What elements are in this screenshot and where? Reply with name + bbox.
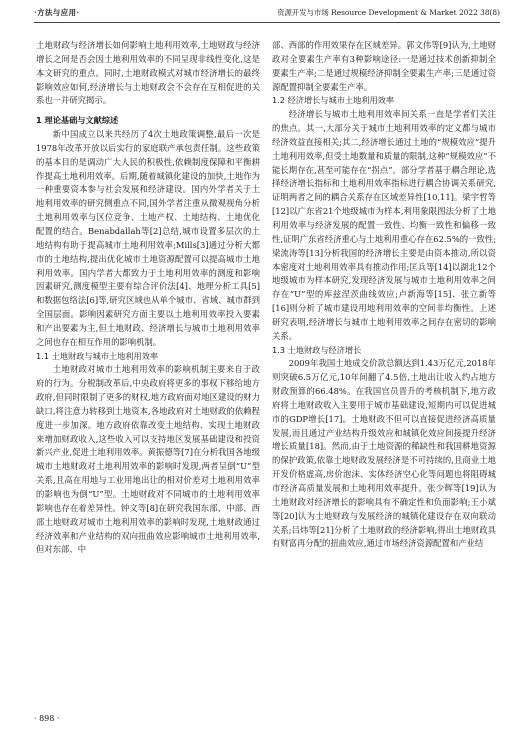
subsection-heading: 1.1 土地财政与城市土地利用效率 [36,350,159,361]
subsection-heading: 1.2 经济增长与城市土地利用效率 [272,95,395,106]
section-heading: 1 理论基础与文献综述 [36,115,119,126]
paragraph: 部、西部的作用效果存在区域差异。郭文伟等[9]认为,土地财政对全要素生产率有3种影响途径:一是通过技术创新抑制全要素生产率;二是通过规模经济抑制全要素生产率;三是通过资源配置抑制全要素生产率。 [272,40,496,92]
paragraph: 土地财政对城市土地利用效率的影响机制主要来自于政府的行为。分税制改革后,中央政府将更多的事权下移给地方政府,但同时限制了更多的财权,地方政府面对地区建设的财力缺口,将注意力转移到土地资本,各地政府对土地财政的依赖程度进一步加深。地方政府依靠改变土地结构、实现土地财政来增加财政收入,这些收入可以支持地区发展基础建设和投资新兴产业,促进土地利用效率。黄振德等[7]在分析我国各地级城市土地财政对土地利用效率的影响时发现,两者呈倒“U”型关系,且高在用地与工业用地出让的相对价差对土地利用效率的影响也为倒“U”型。土地财政对不同城市的土地利用效率影响也存在着差异性。钟文等[8]在研究我国东部、中部、西部土地财政对城市土地利用效率的影响时发现,土地财政通过经济效率和产业结构的双向扭曲效应影响城市土地利用效率,但对东部、中 [36,364,260,555]
subsection-heading: 1.3 土地财政与经济增长 [272,344,362,355]
header-rule [34,22,500,23]
left-column [36,39,260,557]
paragraph: 2009年我国土地成交价款总额达到1.43万亿元,2018年则突破6.5万亿元,10年间翻了4.5倍,土地出让收入约占地方财政预算的66.48%。在我国官员晋升的考核机制下,地方政府将土地财政收入主要用于城市基础建设,短期内可以促进城市的GDP增长[17]。土地财政不但可以直接促进经济高质量发展,而且通过产业结构升级效应和城镇化效应间接提升经济增长质量[18]。然而,由于土地资源的稀缺性和我国耕地资源的保护政策,依靠土地财政发展经济是不可持续的,且商业土地开发价格虚高,房价泡沫、实体经济空心化等问题也将阻碍城市经济高质量发展和土地利用效率提升。张少辉等[19]认为土地财政对经济增长的影响具有不确定性和负面影响;王小斌等[20]认为土地财政与发展经济的城镇化建设存在双向联动关系;吕炜等[21]分析了土地财政的经济影响,得出土地财政具有财富再分配的扭曲效应,通过市场经济资源配置和产业结 [272,358,496,549]
paragraph: 新中国成立以来共经历了4次土地政策调整,最后一次是1978年改革开放以后实行的家庭联产承包责任制。这些政策的基本目的是调动广大人民的积极性,依赖制度保障和平衡耕作提高土地利用效率。后期,随着城镇化建设的加快,土地作为一种重要资本参与社会发展和经济建设。国内外学者关于土地利用效率的研究侧重点不同,国外学者注重从微观视角分析土地利用效率与区位竞争、土地产权、土地结构、土地优化配置的结合。Benabdallah等[2]总结,城市设置多层次的土地结构有助于提高城市土地利用效率;Mills[3]通过分析大都市的土地结构,提出优化城市土地资源配置可以提高城市土地利用效率。国内学者大都致力于土地利用效率的测度和影响因素研究,测度模型主要有综合评价法[4]、地理分析工具[5]和数据包络法[6]等,研究区域也从单个城市、省域、城市群到全国层面。影响因素研究方面主要以土地利用效率投入要素和产出要素为主,但土地财政、经济增长与城市土地利用效率之间也存在相互作用的影响机制。 [36,129,260,347]
paragraph: 土地财政与经济增长如何影响土地利用效率,土地财政与经济增长之间是否会因土地利用效率的不同呈现非线性变化,这是本文研究的重点。同时,土地财政模式对城市经济增长的最终影响效应如何,经济增长与土地财政会不会存在互相促进的关系也一并研究揭示。 [36,40,260,106]
paragraph: 经济增长与城市土地利用效率间关系一直是学者们关注的焦点。其一,大部分关于城市土地利用效率的定义都与城市经济效益直接相关;其二,经济增长通过土地的“规模效应”提升土地利用效率,但受土地数量和质量的限制,这种“规模效应”不能长期存在,甚至可能存在“拐点”。部分学者基于耦合理论,选择经济增长指标和土地利用效率指标进行耦合协调关系研究,证明两者之间的耦合关系存在区域差异性[10,11]。梁宇哲等[12]以广东省21个地级城市为样本,利用象限图法分析了土地利用效率与经济发展的配置一致性、均衡一致性和偏移一致性,证明广东省经济重心与土地利用重心存在62.5%的一致性;梁流涛等[13]分析我国的经济增长主要是由资本推动,所以资本密度对土地利用效率具有推动作用;匡兵等[14]以湖北12个地级城市为样本研究,发现经济发展与城市土地利用效率之间存在“U”型的库兹涅茨曲线效应;卢新海等[15]、张立新等[16]则分析了城市建设用地利用效率的空间非均衡性。上述研究表明,经济增长与城市土地利用效率之间存在密切的影响关系。 [272,109,496,341]
right-column [272,39,496,551]
journal-citation: 资源开发与市场 Resource Development & Market 2022 38(8) [277,8,500,17]
page-number: · 898 · [34,714,60,723]
running-header [34,6,500,20]
section-label: ·方法与应用· [34,8,80,17]
